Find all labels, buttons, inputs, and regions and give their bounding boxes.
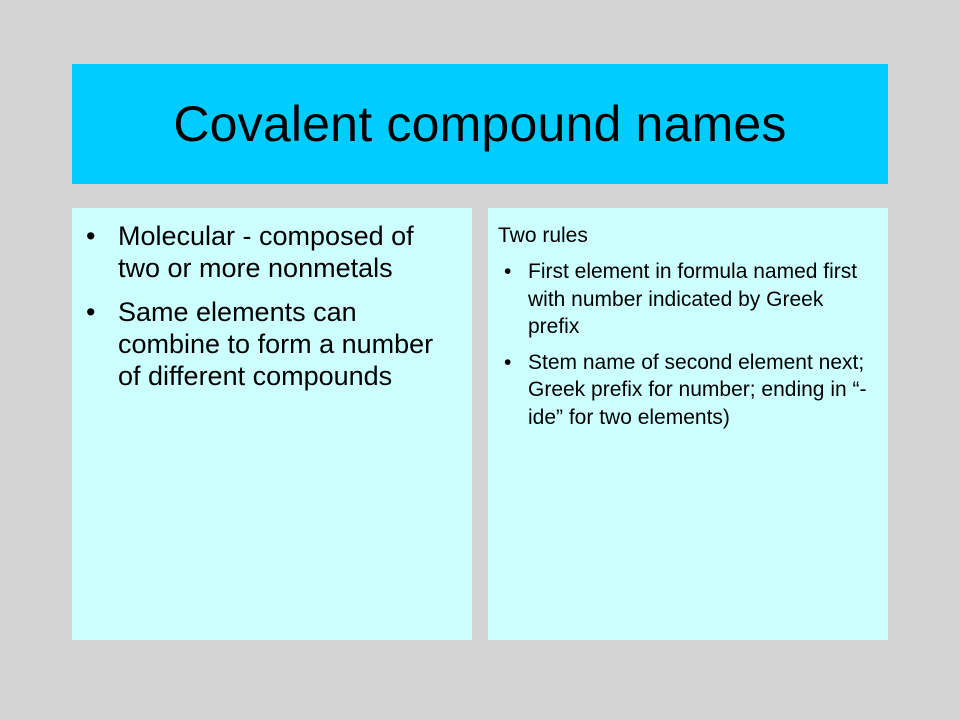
list-item [86, 296, 452, 392]
slide-title-banner [72, 64, 888, 184]
bullet-icon: • [504, 260, 512, 283]
rules-heading: Two rules [498, 224, 588, 247]
list-item [498, 349, 872, 432]
left-content-panel [72, 208, 472, 640]
bullet-icon: • [504, 350, 512, 374]
right-content-panel [488, 208, 888, 640]
slide-title: Covalent compound names [173, 96, 787, 152]
bullet-icon: • [86, 297, 96, 327]
list-item-text: Stem name of second element next; Greek prefix for number; ending in “-ide” for two elements) [528, 350, 867, 429]
list-item-text: Same elements can combine to form a number of different compounds [118, 297, 434, 391]
list-item [498, 258, 872, 341]
right-bullet-list [498, 258, 872, 431]
list-item-text: Molecular - composed of two or more nonmetals [118, 221, 414, 283]
bullet-icon: • [86, 221, 96, 251]
list-item [86, 220, 452, 284]
left-bullet-list [86, 220, 452, 392]
list-item-text: First element in formula named first with number indicated by Greek prefix [528, 260, 858, 338]
